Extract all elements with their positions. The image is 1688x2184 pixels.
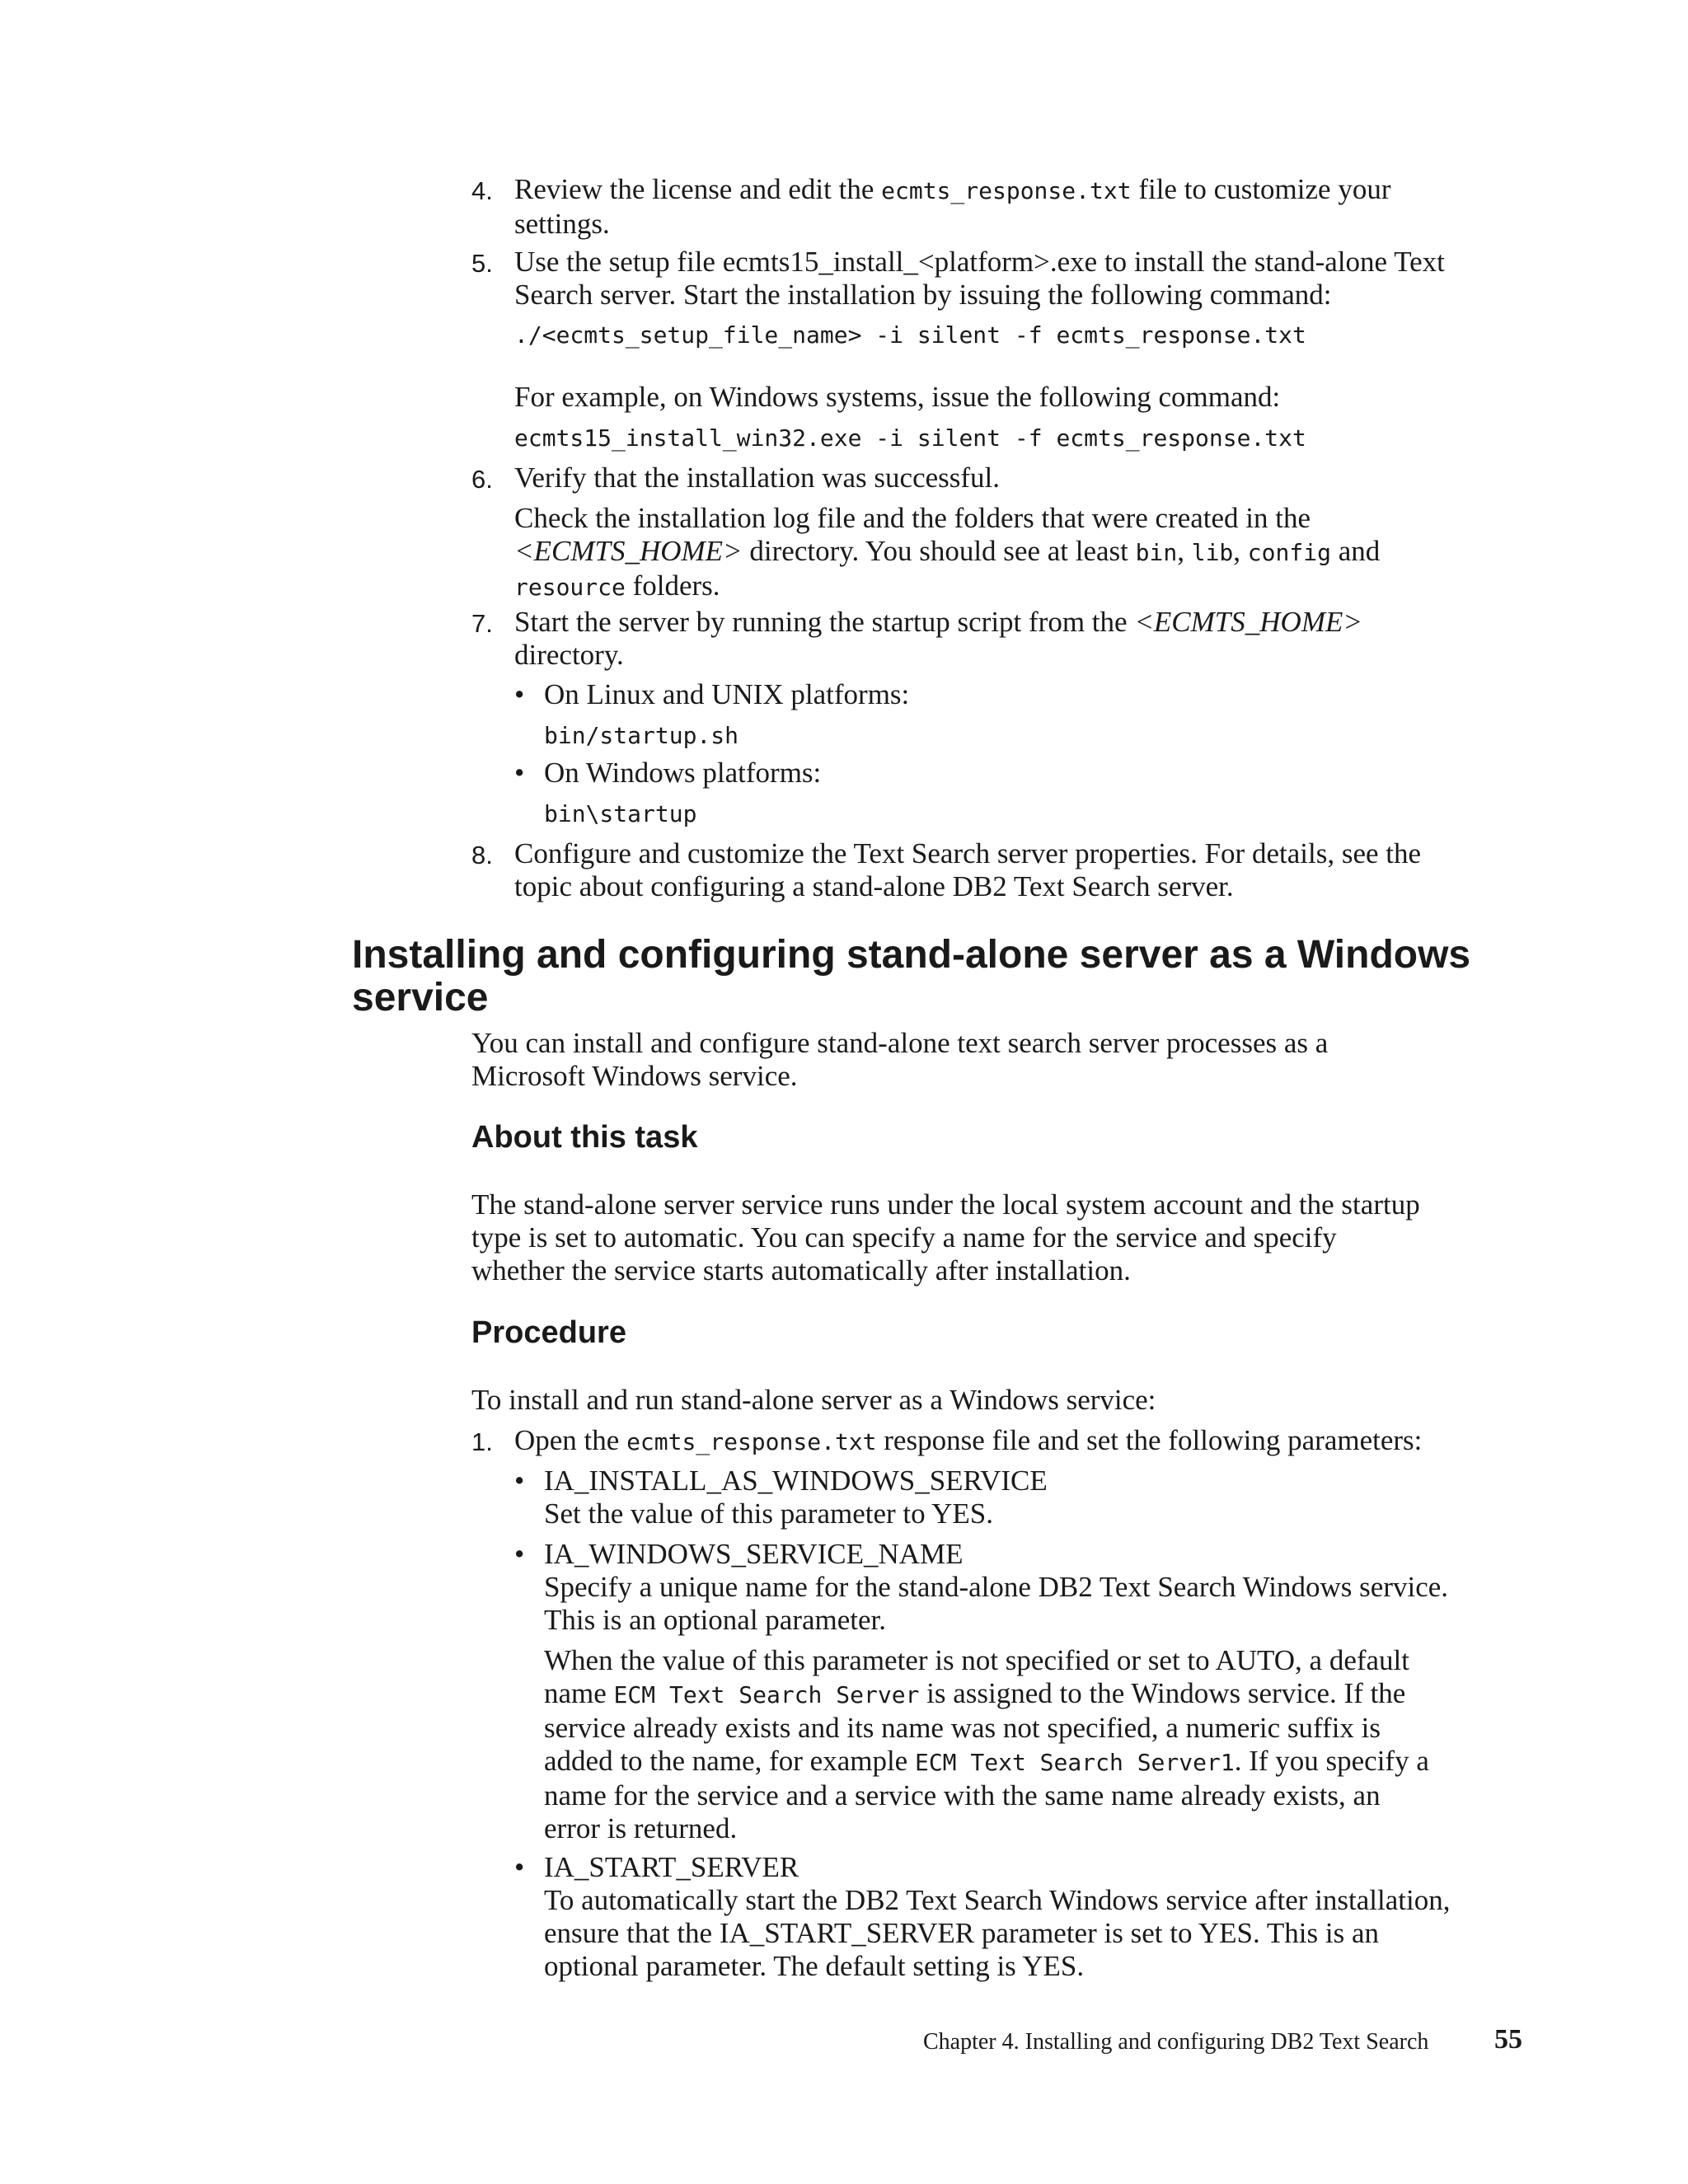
step-number: 5. xyxy=(471,249,493,278)
procedure-heading: Procedure xyxy=(471,1315,626,1350)
bullet-windows: On Windows platforms: xyxy=(544,757,822,789)
filename-code: ecmts_response.txt xyxy=(881,177,1132,204)
page-number: 55 xyxy=(1494,2024,1522,2055)
step-4-line-1: Review the license and edit the ecmts_response.txt file to customize your xyxy=(514,173,1391,205)
code-startup-sh: bin/startup.sh xyxy=(544,722,739,749)
bullet: • xyxy=(514,1851,525,1883)
bullet: • xyxy=(514,678,525,710)
step-number: 7. xyxy=(471,609,493,638)
param-name: IA_WINDOWS_SERVICE_NAME xyxy=(544,1538,964,1570)
param-install-as-service: IA_INSTALL_AS_WINDOWS_SERVICE Set the value of this parameter to YES. xyxy=(544,1465,1533,1530)
param-name: IA_INSTALL_AS_WINDOWS_SERVICE xyxy=(544,1465,1048,1497)
default-service-name: ECM Text Search Server xyxy=(613,1681,920,1708)
bullet: • xyxy=(514,757,525,789)
bullet: • xyxy=(514,1538,525,1570)
footer-chapter: Chapter 4. Installing and configuring DB2 Text Search xyxy=(923,2029,1429,2055)
step-number: 6. xyxy=(471,465,493,494)
command-example: ecmts15_install_win32.exe -i silent -f ecmts_response.txt xyxy=(514,424,1306,452)
step-6-line-1: Verify that the installation was successful. xyxy=(514,462,1001,494)
procedure-intro: To install and run stand-alone server as a Windows service: xyxy=(471,1384,1156,1416)
about-paragraph: The stand-alone server service runs under the local system account and the startup type is set to automatic. You can specify a name for the service and specify whether the service starts automatically after installation. xyxy=(471,1188,1420,1286)
section-heading: Installing and configuring stand-alone server as a Windows service xyxy=(352,933,1471,1019)
document-page: 4. Review the license and edit the ecmts_response.txt file to customize your settings. 5. Use the setup file ecmts15_install_<platform>.exe to install the stand-alone Text Search server. Start the installation by issuing the following command: ./<ecmts_setup_file_name> -i silent -f ecmts_response.txt For example, on Windows systems, issue the following command: ecmts15_install_win32.exe -i silent -f ecmts_response.txt 6. Verify that the installation was successful. Check the installation log file and the folders that were created in the <ECMTS_HOME> directory. You should see at least bin, lib, config and resource folders. 7. Start the server by running the startup script from the <ECMTS_HOME> directory. • On Linux and UNIX platforms: bin/startup.sh • On Windows platforms: bin\startup 8. Configure and customize the Text Search server properties. For details, see the topic about configuring a stand-alone DB2 Text Search server. Installing and configuring stand-alone server as a Windows service You can install and configure stand-alone text search server processes as a Microsoft Windows service. About this task The stand-alone server service runs under the local system account and the startup type is set to automatic. You can specify a name for the service and specify whether the service starts automatically after installation. Procedure To install and run stand-alone server as a Windows service: 1. Open the ecmts_response.txt response file and set the following parameters: • IA_INSTALL_AS_WINDOWS_SERVICE Set the value of this parameter to YES. • IA_WINDOWS_SERVICE_NAME Specify a unique name for the stand-alone DB2 Text Search Windows service. This is an optional parameter. When the value of this parameter is not specified or set to AUTO, a default name ECM Text Search Server is assigned to the Windows service. If the service already exists and its name was not specified, a numeric suffix is added to the name, for example ECM Text Search Server1. If you specify a name for the service and a service with the same name already exists, an error is returned. • IA_START_SERVER To automatically start the DB2 Text Search Windows service after installation, ensure that the IA_START_SERVER parameter is set to YES. This is an optional parameter. The default setting is YES. Chapter 4. Installing and configuring DB2 Text Search 55 xyxy=(0,0,1688,2184)
step-number: 1. xyxy=(471,1427,493,1456)
param-name: IA_START_SERVER xyxy=(544,1851,799,1883)
suffixed-service-name: ECM Text Search Server1 xyxy=(914,1749,1235,1776)
folder-config: config xyxy=(1247,539,1331,566)
section-intro: You can install and configure stand-alone text search server processes as a Microsoft Windows service. xyxy=(471,1027,1329,1092)
example-text: For example, on Windows systems, issue the following command: xyxy=(514,381,1281,413)
folder-resource: resource xyxy=(514,574,626,601)
ecmts-home-var: <ECMTS_HOME> xyxy=(514,535,743,567)
code-startup-win: bin\startup xyxy=(544,800,697,827)
command-install: ./<ecmts_setup_file_name> -i silent -f ecmts_response.txt xyxy=(514,321,1306,349)
step-6-paragraph: Check the installation log file and the folders that were created in the <ECMTS_HOME> directory. You should see at least bin, lib, config and resource folders. xyxy=(514,502,1381,602)
step-5-line-1: Use the setup file ecmts15_install_<platform>.exe to install the stand-alone Text xyxy=(514,246,1445,278)
param-service-name: IA_WINDOWS_SERVICE_NAME Specify a unique name for the stand-alone DB2 Text Search Windows service. This is an optional parameter. xyxy=(544,1538,1533,1637)
step-5-line-2: Search server. Start the installation by issuing the following command: xyxy=(514,279,1332,311)
step-number: 4. xyxy=(471,176,493,205)
step-4-line-2: settings. xyxy=(514,208,610,240)
bullet: • xyxy=(514,1465,525,1497)
filename-code: ecmts_response.txt xyxy=(626,1428,877,1455)
about-heading: About this task xyxy=(471,1120,698,1155)
step-number: 8. xyxy=(471,841,493,869)
folder-bin: bin xyxy=(1135,539,1178,566)
folder-lib: lib xyxy=(1191,539,1234,566)
param-start-server: IA_START_SERVER To automatically start the DB2 Text Search Windows service after installation, ensure that the IA_START_SERVER parameter is set to YES. This is an optional parameter. The default setting is YES. xyxy=(544,1851,1533,1983)
param-service-name-details: When the value of this parameter is not specified or set to AUTO, a default name ECM Text Search Server is assigned to the Windows service. If the service already exists and its name was not specified, a numeric suffix is added to the name, for example ECM Text Search Server1. If you specify a name for the service and a service with the same name already exists, an error is returned. xyxy=(544,1644,1429,1844)
ecmts-home-var: <ECMTS_HOME> xyxy=(1134,606,1362,638)
bullet-linux: On Linux and UNIX platforms: xyxy=(544,678,910,710)
